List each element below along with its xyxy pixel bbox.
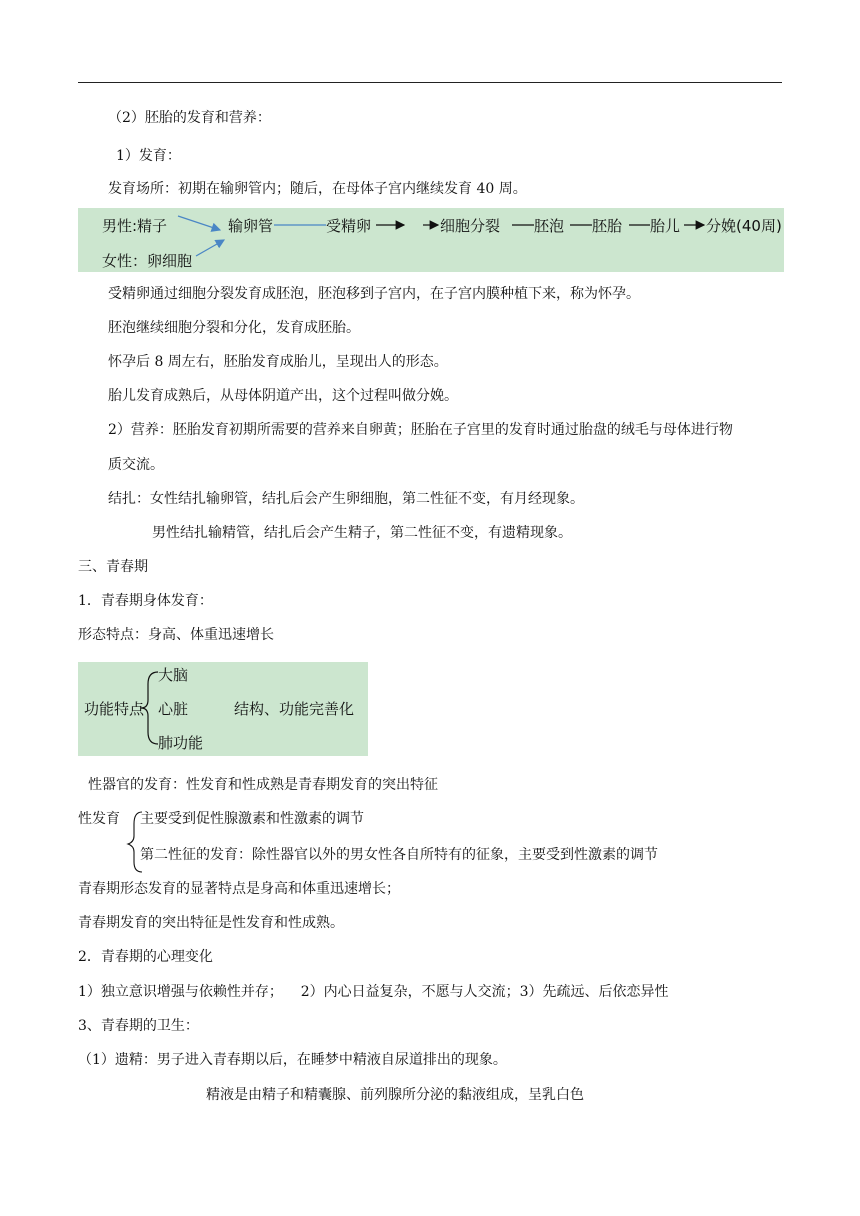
function-lung: 肺功能 (158, 734, 204, 752)
summary-shape: 青春期形态发育的显著特点是身高和体重迅速增长； (78, 881, 400, 897)
heading-hygiene: 3、青春期的卫生： (78, 1018, 199, 1034)
paragraph-nutrition: 2）营养：胚胎发育初期所需要的营养来自卵黄；胚胎在子宫里的发育时通过胎盘的绒毛与母体进行物 (108, 422, 733, 438)
sexdev-label: 性发育 (78, 811, 120, 827)
development-flow-diagram (78, 208, 784, 272)
subheading-development: 1）发育： (116, 148, 181, 164)
header-rule (78, 82, 782, 83)
function-heart: 心脏 (158, 700, 189, 718)
paragraph-pregnancy: 受精卵通过细胞分裂发育成胚泡，胚泡移到子宫内，在子宫内膜种植下来，称为怀孕。 (108, 286, 640, 302)
sex-organ-development: 性器官的发育：性发育和性成熟是青春期发育的突出特征 (88, 777, 438, 793)
paragraph-ligation-male: 男性结扎输精管，结扎后会产生精子，第二性征不变，有遗精现象。 (152, 525, 572, 541)
flow-embryo: 胚胎 (592, 217, 623, 235)
flow-fertilized-egg: 受精卵 (326, 217, 372, 235)
flow-female: 女性：卵细胞 (102, 252, 193, 270)
sexdev-item-1: 主要受到促性腺激素和性激素的调节 (140, 811, 364, 827)
flow-fetus: 胎儿 (650, 217, 681, 235)
psychology-changes: 1）独立意识增强与依赖性并存； 2）内心日益复杂，不愿与人交流；3）先疏远、后依恋异性 (78, 984, 669, 1000)
flow-cell-division: 细胞分裂 (440, 217, 501, 235)
section-heading-embryo: （2）胚胎的发育和营养： (108, 110, 271, 126)
flow-blastocyst: 胚泡 (534, 217, 565, 235)
function-label: 功能特点 (84, 700, 145, 718)
heading-psychology: 2．青春期的心理变化 (78, 949, 213, 965)
paragraph-nutrition-cont: 质交流。 (108, 457, 164, 473)
sperm-arrow (178, 216, 220, 230)
paragraph-fetus: 怀孕后 8 周左右，胚胎发育成胎儿，呈现出人的形态。 (108, 354, 448, 370)
flow-male: 男性:精子 (102, 217, 168, 235)
sexdev-item-2: 第二性征的发育：除性器官以外的男女性各自所特有的征象，主要受到性激素的调节 (140, 847, 658, 863)
development-place: 发育场所：初期在输卵管内；随后，在母体子宫内继续发育 40 周。 (108, 181, 527, 197)
function-brain: 大脑 (158, 666, 189, 684)
shape-features: 形态特点：身高、体重迅速增长 (78, 627, 274, 643)
hygiene-emission: （1）遗精：男子进入青春期以后，在睡梦中精液自尿道排出的现象。 (78, 1052, 507, 1068)
paragraph-ligation-female: 结扎：女性结扎输卵管，结扎后会产生卵细胞，第二性征不变，有月经现象。 (108, 491, 584, 507)
flow-oviduct: 输卵管 (228, 217, 274, 235)
paragraph-blastocyst: 胚泡继续细胞分裂和分化，发育成胚胎。 (108, 320, 360, 336)
hygiene-semen: 精液是由精子和精囊腺、前列腺所分泌的黏液组成，呈乳白色 (206, 1087, 584, 1103)
heading-body-development: 1．青春期身体发育： (78, 593, 213, 609)
flow-birth: 分娩(40周) (706, 217, 782, 235)
function-result: 结构、功能完善化 (234, 700, 355, 718)
paragraph-birth: 胎儿发育成熟后，从母体阴道产出，这个过程叫做分娩。 (108, 388, 458, 404)
egg-arrow (196, 240, 224, 256)
summary-feature: 青春期发育的突出特征是性发育和性成熟。 (78, 915, 344, 931)
function-features-box (78, 662, 368, 756)
section-title-puberty: 三、青春期 (78, 559, 148, 575)
